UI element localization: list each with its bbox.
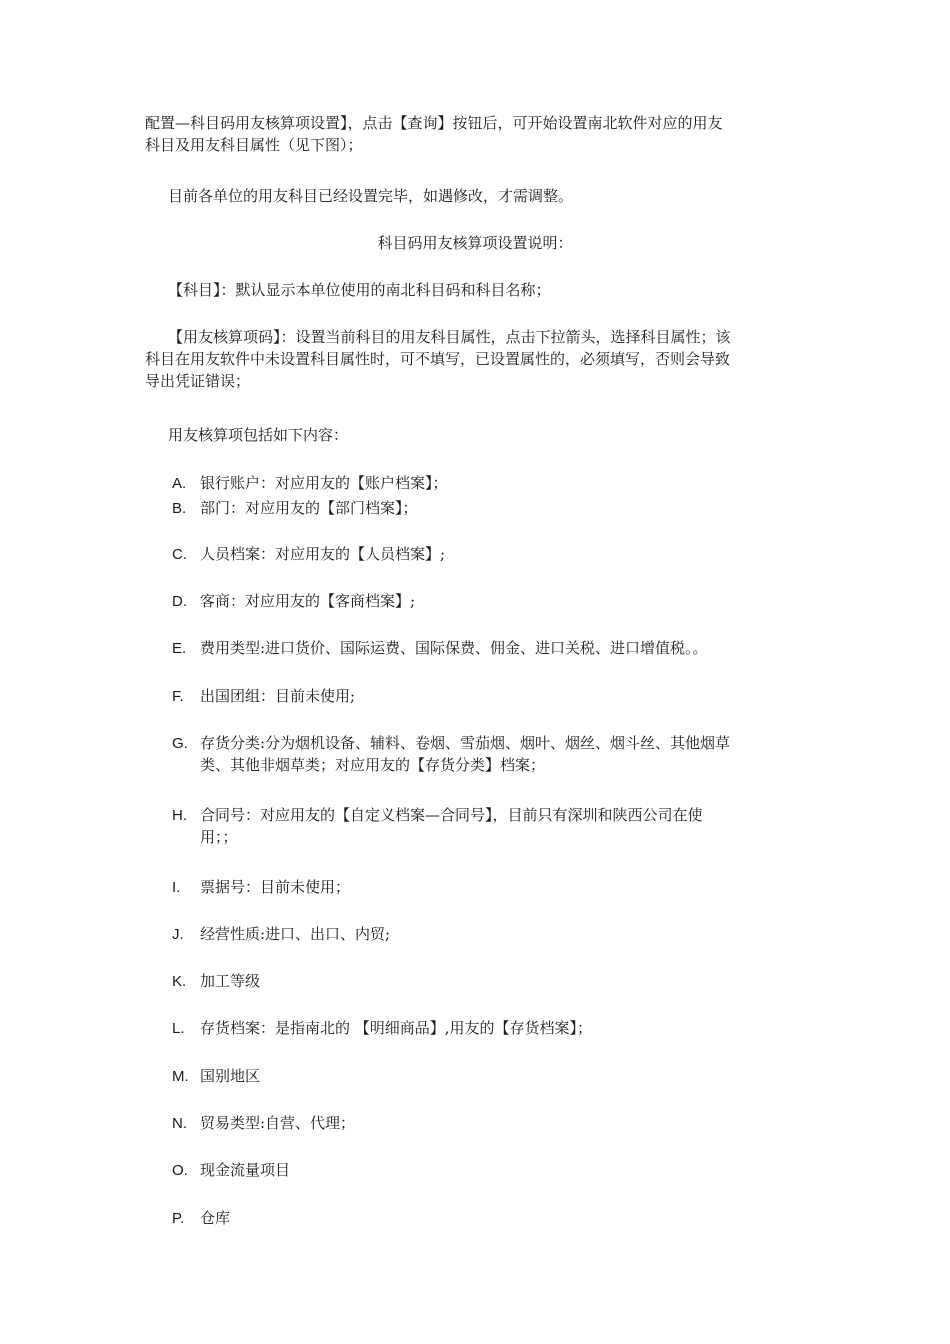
list-item-text: 费用类型:进口货价、国际运费、国际保费、佣金、进口关税、进口增值税。。 [200, 639, 708, 657]
list-item-text: 人员档案：对应用友的【人员档案】; [200, 545, 446, 563]
list-item-letter: L. [172, 1020, 185, 1037]
intro-paragraph [145, 112, 723, 156]
list-item-letter: J. [172, 926, 184, 943]
list-item-letter: C. [172, 546, 187, 563]
list-item [172, 1207, 230, 1230]
list-item-letter: K. [172, 973, 187, 990]
list-item-letter: G. [172, 735, 188, 752]
list-item-text: 客商：对应用友的【客商档案】; [200, 592, 416, 610]
section-title: 科目码用友核算项设置说明： [377, 234, 573, 252]
list-item-text: 贸易类型:自营、代理； [200, 1114, 356, 1132]
list-item-text: 加工等级 [200, 972, 261, 990]
list-item-text: 合同号：对应用友的【自定义档案—合同号】，目前只有深圳和陕西公司在使 [200, 806, 703, 824]
list-item-text: 用；； [200, 828, 238, 846]
list-item-text: 存货档案：是指南北的 【明细商品】,用友的【存货档案】； [200, 1019, 593, 1037]
list-item [172, 1112, 355, 1135]
list-intro: 用友核算项包括如下内容： [168, 426, 349, 444]
list-item-letter: H. [172, 807, 187, 824]
list-item [172, 472, 448, 495]
list-item [172, 970, 260, 993]
list-item [172, 590, 415, 613]
list-item [172, 923, 390, 946]
code-description-line: 导出凭证错误； [145, 372, 251, 390]
list-item [172, 1065, 260, 1088]
list-item [172, 637, 708, 660]
list-item-text: 经营性质:进口、出口、内贸; [200, 925, 391, 943]
list-item-text: 现金流量项目 [200, 1161, 291, 1179]
subject-description: 【科目】：默认显示本单位使用的南北科目码和科目名称； [168, 281, 551, 299]
list-item-letter: A. [172, 475, 187, 492]
list-item-letter: N. [172, 1115, 187, 1132]
note-paragraph: 目前各单位的用友科目已经设置完毕，如遇修改，才需调整。 [168, 187, 574, 205]
list-item-text: 存货分类:分为烟机设备、辅料、卷烟、雪茄烟、烟叶、烟丝、烟斗丝、其他烟草 [200, 734, 731, 752]
list-item-text: 仓库 [200, 1209, 231, 1227]
list-item [172, 1159, 290, 1182]
list-item-letter: F. [172, 688, 184, 705]
list-item-letter: B. [172, 500, 187, 517]
list-item-text: 银行账户：对应用友的【账户档案】； [200, 474, 448, 492]
list-item [172, 876, 350, 899]
intro-line: 配置—科目码用友核算项设置】，点击【查询】按钮后，可开始设置南北软件对应的用友 [145, 114, 723, 132]
code-description-line: 科目在用友软件中未设置科目属性时，可不填写，已设置属性的，必须填写，否则会导致 [145, 350, 731, 368]
list-item [172, 497, 418, 520]
list-item-letter: M. [172, 1068, 189, 1085]
list-item [172, 1017, 592, 1040]
list-item-text: 类、其他非烟草类；对应用友的【存货分类】档案； [200, 756, 546, 774]
intro-line: 科目及用友科目属性（见下图）； [145, 136, 363, 154]
list-item-text: 国别地区 [200, 1067, 261, 1085]
list-item-text: 部门：对应用友的【部门档案】； [200, 499, 418, 517]
code-description [145, 326, 731, 392]
list-item [172, 732, 730, 776]
list-item-text: 票据号：目前未使用； [200, 878, 351, 896]
list-item-letter: D. [172, 593, 187, 610]
list-item [172, 804, 703, 848]
list-item-text: 出国团组：目前未使用; [200, 687, 356, 705]
list-item-letter: E. [172, 640, 187, 657]
list-item [172, 685, 355, 708]
list-item-letter: O. [172, 1162, 188, 1179]
list-item [172, 543, 445, 566]
list-item-letter: P. [172, 1210, 185, 1227]
code-description-line: 【用友核算项码】：设置当前科目的用友科目属性，点击下拉箭头，选择科目属性；该 [168, 328, 731, 346]
list-item-letter: I. [172, 879, 181, 896]
